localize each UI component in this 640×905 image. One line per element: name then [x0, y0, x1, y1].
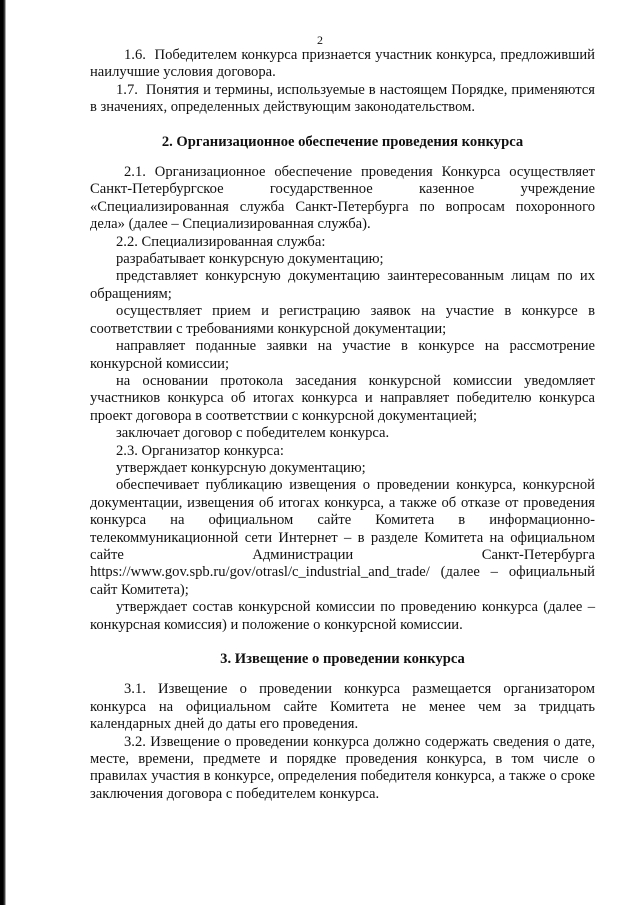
- paragraph-2-3: 2.3. Организатор конкурса:: [116, 442, 284, 459]
- paragraph-1-7: 1.7. Понятия и термины, используемые в настоящем Порядке, применяются в значениях, определенных действующим законодательством.: [90, 81, 595, 116]
- list-item: разрабатывает конкурсную документацию;: [116, 251, 384, 268]
- list-item: на основании протокола заседания конкурсной комиссии уведомляет участников конкурса об итогах конкурса и направляет победителю конкурса проект договора в соответствии с конкурсной документацией;: [90, 372, 595, 424]
- list-item: утверждает состав конкурсной комиссии по проведению конкурса (далее – конкурсная комиссия) и положение о конкурсной комиссии.: [90, 599, 595, 633]
- paragraph-2-1: 2.1. Организационное обеспечение проведения Конкурса осуществляет Санкт-Петербургское государственное казенное учреждение «Специализированная служба Санкт-Петербурга по вопросам похоронного дела» (далее – Специализированная служба).: [90, 164, 595, 233]
- paragraph-3-2: 3.2. Извещение о проведении конкурса должно содержать сведения о дате, месте, времени, предмете и порядке проведения конкурса, в том числе о правилах участия в конкурсе, определения победителя конкурса, а также о сроке заключения договора с победителем конкурса.: [90, 733, 595, 802]
- list-item: утверждает конкурсную документацию;: [116, 459, 366, 476]
- document-body: [90, 47, 595, 803]
- section-2-heading: 2. Организационное обеспечение проведения конкурса: [161, 133, 524, 150]
- list-item: осуществляет прием и регистрацию заявок на участие в конкурсе в соответствии с требованиями конкурсной документации;: [90, 303, 595, 337]
- paragraph-1-6: 1.6. Победителем конкурса признается участник конкурса, предложивший наилучшие условия договора.: [90, 47, 595, 81]
- section-3-heading: 3. Извещение о проведении конкурса: [220, 651, 465, 667]
- page-number: 2: [317, 33, 323, 47]
- paragraph-3-1: 3.1. Извещение о проведении конкурса размещается организатором конкурса на официальном сайте Комитета не менее чем за тридцать календарных дней до даты его проведения.: [90, 681, 595, 733]
- list-item: обеспечивает публикацию извещения о проведении конкурса, конкурсной документации, извещения об итогах конкурса, а также об отказе от проведения конкурса на официальном сайте Комитета в информационно-телекоммуникационной сети Интернет – в разделе Комитета на официальном сайте Администрации Санкт-Петербурга https://www.gov.spb.ru/gov/otrasl/c_industrial_and_trade/ (далее – официальный сайт Комитета);: [90, 477, 595, 598]
- list-item: представляет конкурсную документацию заинтересованным лицам по их обращениям;: [90, 268, 595, 302]
- list-item: заключает договор с победителем конкурса.: [116, 425, 390, 442]
- scan-edge: [0, 0, 6, 905]
- paragraph-2-2: 2.2. Специализированная служба:: [116, 233, 326, 250]
- list-item: направляет поданные заявки на участие в конкурсе на рассмотрение конкурсной комиссии;: [90, 338, 595, 372]
